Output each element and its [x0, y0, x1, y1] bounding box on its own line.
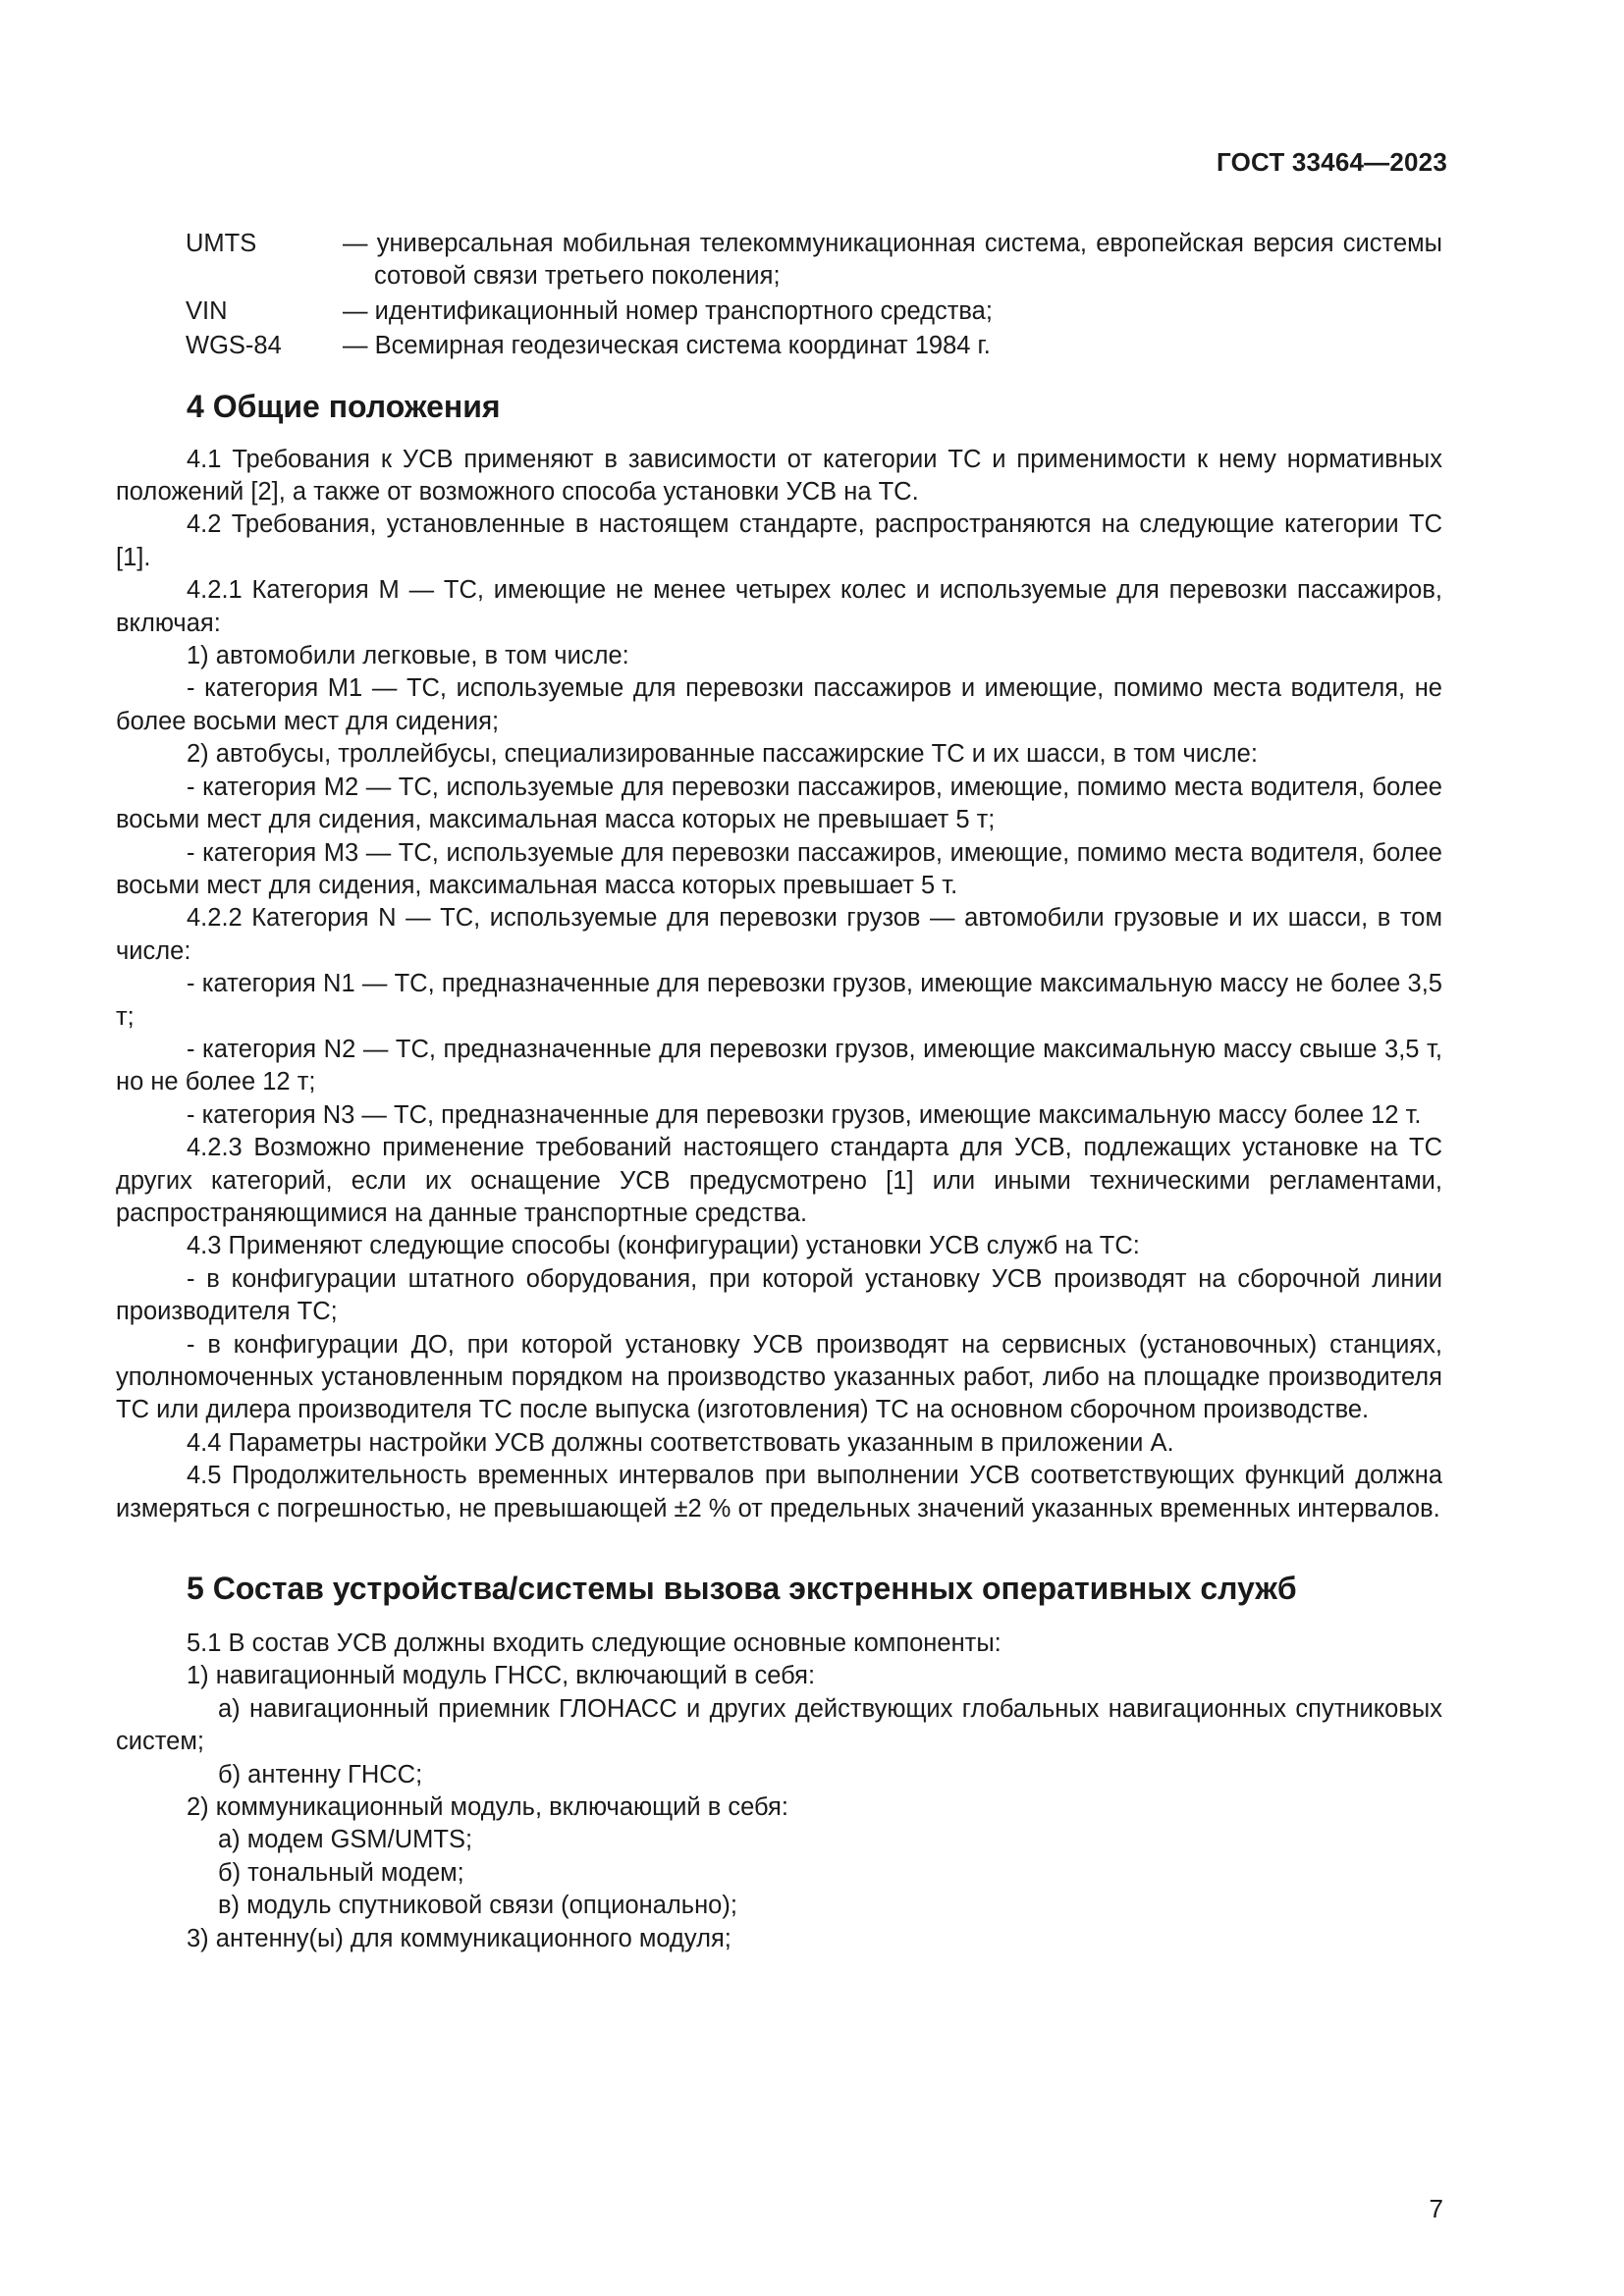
paragraph-4-2-2: 4.2.2 Категория N — ТС, используемые для перевозки грузов — автомобили грузовые и их шасси, в том числе:: [116, 904, 1442, 965]
paragraph-4-2-1: 4.2.1 Категория М — ТС, имеющие не менее четырех колес и используемые для перевозки пассажиров, включая:: [116, 576, 1442, 637]
abbreviation-row: [116, 228, 1442, 294]
list-item: - категория М1 — ТС, используемые для перевозки пассажиров и имеющие, помимо места водителя, не более восьми мест для сидения;: [116, 674, 1442, 735]
page-content: [116, 228, 1442, 1955]
list-item: 2) коммуникационный модуль, включающий в себя:: [187, 1793, 788, 1822]
paragraph-4-3: 4.3 Применяют следующие способы (конфигурации) установки УСВ служб на ТС:: [187, 1232, 1140, 1260]
abbreviation-term: WGS-84: [186, 332, 282, 360]
list-item: б) антенну ГНСС;: [218, 1760, 423, 1789]
list-item: - в конфигурации штатного оборудования, при которой установку УСВ производят на сборочной линии производителя ТС;: [116, 1264, 1442, 1326]
paragraph-4-2-3: 4.2.3 Возможно применение требований настоящего стандарта для УСВ, подлежащих установке на ТС других категорий, если их оснащение УСВ предусмотрено [1] или иными техническими регламентами, распространяющимися на данные транспортные средства.: [116, 1134, 1442, 1227]
abbreviation-term: UMTS: [186, 230, 257, 257]
paragraph-4-1: 4.1 Требования к УСВ применяют в зависимости от категории ТС и применимости к нему нормативных положений [2], а также от возможного способа установки УСВ на ТС.: [116, 445, 1442, 507]
paragraph-5-1: 5.1 В состав УСВ должны входить следующие основные компоненты:: [187, 1629, 1001, 1658]
paragraph-4-5: 4.5 Продолжительность временных интервалов при выполнении УСВ соответствующих функций должна измеряться с погрешностью, не превышающей ±2 % от предельных значений указанных временных интервалов.: [116, 1462, 1442, 1522]
list-item: в) модуль спутниковой связи (опционально);: [218, 1892, 737, 1920]
list-item: а) навигационный приемник ГЛОНАСС и других действующих глобальных навигационных спутниковых систем;: [116, 1694, 1442, 1756]
list-item: 1) автомобили легковые, в том числе:: [187, 642, 629, 670]
paragraph-4-2: 4.2 Требования, установленные в настоящем стандарте, распространяются на следующие категории ТС [1].: [116, 510, 1442, 571]
section-5-heading: 5 Состав устройства/системы вызова экстренных оперативных служб: [187, 1571, 1297, 1607]
abbreviation-term: VIN: [186, 296, 228, 325]
list-item: - категория М2 — ТС, используемые для перевозки пассажиров, имеющие, помимо места водителя, более восьми мест для сидения, максимальная масса которых не превышает 5 т;: [116, 773, 1442, 834]
list-item: а) модем GSM/UMTS;: [218, 1826, 473, 1854]
paragraph-4-4: 4.4 Параметры настройки УСВ должны соответствовать указанным в приложении А.: [187, 1428, 1174, 1457]
list-item: - категория N2 — ТС, предназначенные для перевозки грузов, имеющие максимальную массу свыше 3,5 т, но не более 12 т;: [116, 1035, 1442, 1096]
list-item: - категория N1 — ТС, предназначенные для перевозки грузов, имеющие максимальную массу не более 3,5 т;: [116, 970, 1442, 1031]
list-item: - категория М3 — ТС, используемые для перевозки пассажиров, имеющие, помимо места водителя, более восьми мест для сидения, максимальная масса которых превышает 5 т.: [116, 838, 1442, 899]
list-item: - категория N3 — ТС, предназначенные для перевозки грузов, имеющие максимальную массу более 12 т.: [187, 1100, 1422, 1129]
list-item: - в конфигурации ДО, при которой установку УСВ производят на сервисных (установочных) станциях, уполномоченных установленным порядком на производство указанных работ, либо на площадке производителя ТС или дилера производителя ТС после выпуска (изготовления) ТС на основном сборочном производстве.: [116, 1330, 1442, 1424]
list-item: 2) автобусы, троллейбусы, специализированные пассажирские ТС и их шасси, в том числе:: [187, 740, 1258, 769]
list-item: б) тональный модем;: [218, 1858, 464, 1887]
abbreviation-definition: — Всемирная геодезическая система координат 1984 г.: [343, 332, 991, 360]
list-item: 1) навигационный модуль ГНСС, включающий в себя:: [187, 1662, 816, 1690]
abbreviation-row: [116, 330, 1442, 362]
abbreviation-definition: — универсальная мобильная телекоммуникационная система, европейская версия системы сотовой связи третьего поколения;: [343, 230, 1442, 291]
section-4-heading: 4 Общие положения: [187, 388, 501, 424]
abbreviation-definition: — идентификационный номер транспортного средства;: [343, 296, 993, 325]
list-item: 3) антенну(ы) для коммуникационного модуля;: [187, 1924, 731, 1952]
document-code-header: ГОСТ 33464—2023: [1217, 147, 1447, 177]
abbreviation-row: [116, 295, 1442, 328]
abbreviation-list: [116, 228, 1442, 363]
page-number: 7: [1429, 2194, 1443, 2223]
